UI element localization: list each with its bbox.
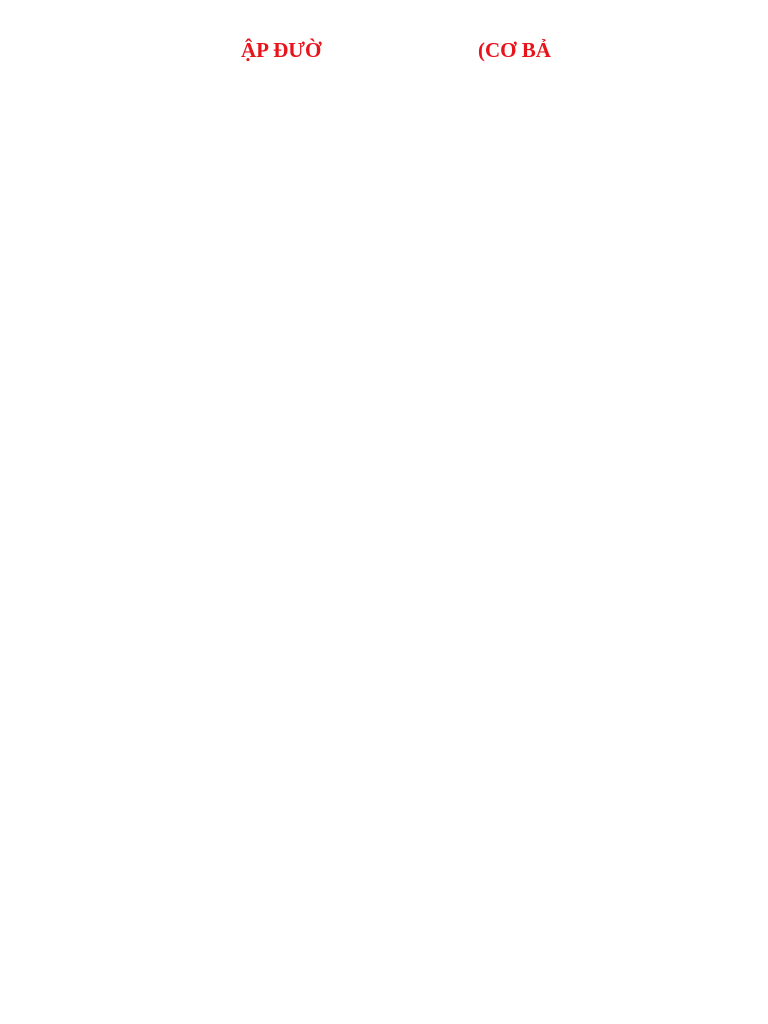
heading-title-part1: ẬP ĐƯỜ <box>241 38 322 62</box>
heading-title-part2: (CƠ BẢ <box>478 38 551 62</box>
